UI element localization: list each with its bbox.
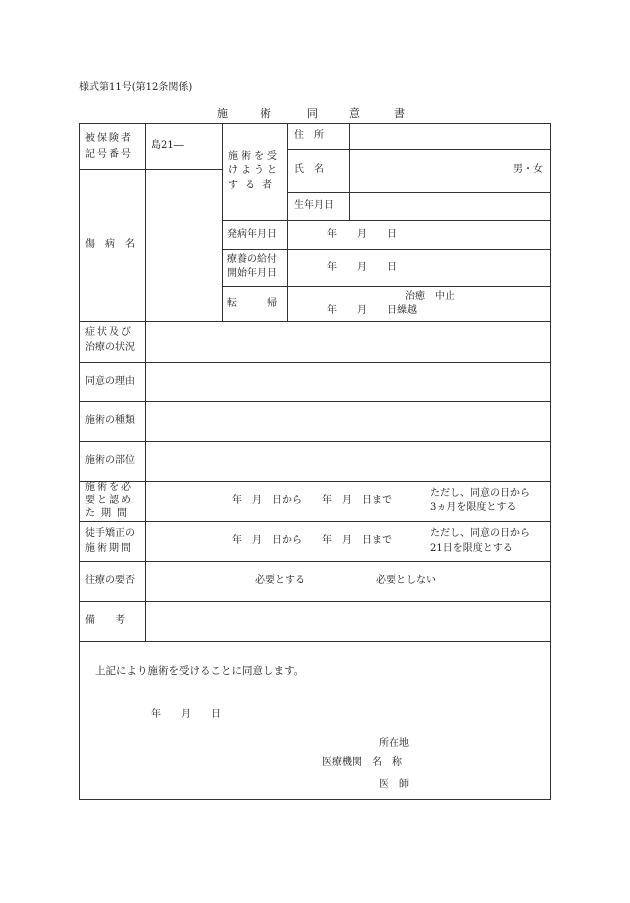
recipient-label-line3: する者 [228,180,279,191]
consent-statement: 上記により施術を受けることに同意します。 [95,665,305,677]
recipient-label-line2: けようと [228,165,280,176]
form-number-label: 様式第11号(第12条関係) [79,82,193,93]
symptoms-label-line1: 症状及び [85,327,133,338]
symptoms-label-line2: 治療の状況 [85,342,135,353]
period-label-line1: 施術を必 [85,482,133,493]
dob-label: 生年月日 [294,200,334,211]
period-note-line1: ただし、同意の日から [430,488,530,499]
recipient-label-line1: 施術を受 [228,151,280,162]
house-call-label: 往療の要否 [85,575,135,586]
title-char-2: 術 [260,107,271,120]
correction-range-value[interactable]: 年 月 日から 年 月 日まで [232,535,392,546]
insured-label-line1: 被保険者 [85,133,133,144]
outcome-date-value[interactable]: 年 月 日繰越 [327,305,417,316]
period-label-line3: た期間 [85,508,133,519]
consent-reason-label: 同意の理由 [85,376,135,387]
title-char-1: 施 [217,107,228,120]
house-call-no-need-option[interactable]: 必要としない [376,575,436,586]
name-label: 氏 名 [294,164,324,175]
remarks-label: 備 考 [85,615,125,626]
house-call-need-option[interactable]: 必要とする [255,575,305,586]
correction-label-line1: 徒手矯正の [85,528,135,539]
outcome-label: 転 帰 [227,298,277,309]
consent-date[interactable]: 年 月 日 [151,709,221,720]
period-range-value[interactable]: 年 月 日から 年 月 日まで [232,495,392,506]
injury-label: 傷 病 名 [85,239,135,250]
correction-note-line1: ただし、同意の日から [430,528,530,539]
location-label: 所在地 [379,738,409,749]
title-char-4: 意 [349,107,360,120]
correction-note-line2: 21日を限度とする [430,543,513,554]
period-label-line2: 要と認め [85,495,133,506]
benefit-start-label-line2: 開始年月日 [227,268,277,279]
doctor-label: 医 師 [379,779,409,790]
onset-date-label: 発病年月日 [227,229,277,240]
insured-label-line2: 記号番号 [85,149,133,160]
address-label: 住 所 [294,130,324,141]
correction-label-line2: 施術期間 [85,543,133,554]
period-note-line2: 3ヵ月を限度とする [430,502,517,513]
treatment-type-label: 施術の種類 [85,415,135,426]
gender-options[interactable]: 男・女 [513,164,543,175]
benefit-start-label-line1: 療養の給付 [227,254,277,265]
benefit-start-date-value[interactable]: 年 月 日 [327,262,397,273]
title-char-5: 書 [394,107,405,120]
outcome-options[interactable]: 治癒 中止 [405,291,455,302]
institution-name-label: 医療機関 名 称 [322,757,402,768]
treatment-site-label: 施術の部位 [85,455,135,466]
insured-number-value[interactable]: 島21― [151,140,184,151]
onset-date-value[interactable]: 年 月 日 [327,229,397,240]
title-char-3: 同 [307,107,318,120]
